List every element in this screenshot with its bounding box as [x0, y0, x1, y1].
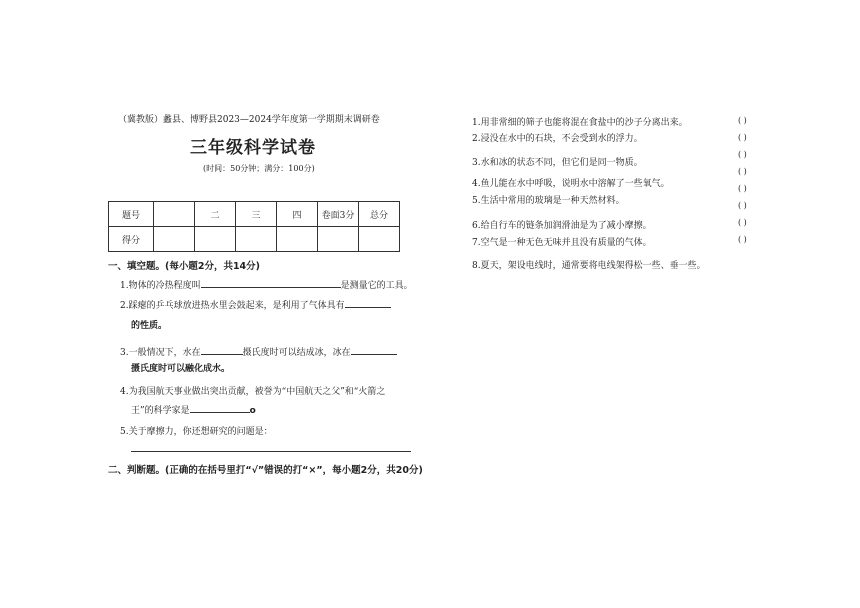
exam-meta: (时间：50分钟；满分：100分) [203, 164, 315, 173]
score-input-cell[interactable] [154, 227, 195, 252]
answer-blank[interactable] [201, 279, 341, 288]
score-input-cell[interactable] [277, 227, 318, 252]
score-input-cell[interactable] [195, 227, 236, 252]
answer-blank[interactable] [201, 346, 243, 355]
answer-blank[interactable] [351, 346, 397, 355]
answer-line[interactable] [131, 451, 411, 452]
score-cell: 题号 [109, 202, 154, 227]
section1-heading: 一、填空题。(每小题2分，共14分) [108, 261, 261, 272]
score-input-cell[interactable] [236, 227, 277, 252]
answer-paren[interactable]: ( ) [738, 201, 747, 210]
judge-item-3: 3.水和冰的状态不同，但它们是同一物质。 [472, 158, 643, 168]
score-cell: 三 [236, 202, 277, 227]
fill-question-4: 4.为我国航天事业做出突出贡献，被誉为“中国航天之父”和“火箭之 [120, 387, 386, 397]
score-table [108, 201, 400, 252]
fill-question-2 [120, 298, 391, 311]
fill-question-1 [120, 278, 413, 291]
fill-question-3 [120, 345, 397, 358]
score-input-cell[interactable] [359, 227, 400, 252]
score-cell: 四 [277, 202, 318, 227]
fill-question-2-tail: 的性质。 [131, 321, 168, 331]
section2-heading: 二、判断题。(正确的在括号里打“√”错误的打“×”，每小题2分，共20分) [108, 465, 423, 476]
fill-question-4-line2 [131, 403, 256, 416]
question-text: 3.一般情况下，水在 [120, 348, 201, 358]
question-text: 2.踩瘪的乒乓球放进热水里会鼓起来，是利用了气体具有 [120, 301, 345, 311]
score-input-cell[interactable] [318, 227, 359, 252]
answer-paren[interactable]: ( ) [738, 184, 747, 193]
answer-paren[interactable]: ( ) [738, 133, 747, 142]
question-text: 摄氏度时可以结成冰，冰在 [242, 348, 351, 358]
judge-item-7: 7.空气是一种无色无味并且没有质量的气体。 [472, 238, 652, 248]
score-cell [154, 202, 195, 227]
judge-item-8: 8.夏天，架设电线时，通常要将电线架得松一些、垂一些。 [472, 261, 706, 271]
answer-paren[interactable]: ( ) [738, 116, 747, 125]
exam-subtitle: （冀教版）蠡县、博野县2023—2024学年度第一学期期末调研卷 [118, 115, 380, 125]
answer-blank[interactable] [345, 299, 391, 308]
answer-paren[interactable]: ( ) [738, 150, 747, 159]
page-title: 三年级科学试卷 [190, 138, 316, 158]
score-cell: 二 [195, 202, 236, 227]
score-cell: 总分 [359, 202, 400, 227]
question-text: 是测量它的工具。 [340, 281, 413, 291]
answer-blank[interactable] [190, 404, 250, 413]
question-text: 王”的科学家是 [131, 406, 190, 416]
score-table-row-score [109, 227, 400, 252]
fill-question-5: 5.关于摩擦力，你还想研究的问题是： [120, 427, 273, 437]
judge-item-5: 5.生活中常用的玻璃是一种天然材料。 [472, 196, 625, 206]
question-text: o [249, 406, 256, 416]
question-text: 1.物体的冷热程度叫 [120, 281, 201, 291]
score-table-row-header [109, 202, 400, 227]
answer-paren[interactable]: ( ) [738, 218, 747, 227]
answer-paren[interactable]: ( ) [738, 167, 747, 176]
score-cell: 卷面3分 [318, 202, 359, 227]
judge-item-6: 6.给自行车的链条加润滑油是为了减小摩擦。 [472, 221, 652, 231]
fill-question-3-tail: 摄氏度时可以融化成水。 [131, 364, 231, 374]
score-cell: 得分 [109, 227, 154, 252]
judge-item-2: 2.浸没在水中的石块，不会受到水的浮力。 [472, 134, 643, 144]
judge-item-1: 1.用非常细的筛子也能将混在食盐中的沙子分离出来。 [472, 118, 688, 128]
judge-item-4: 4.鱼儿能在水中呼吸，说明水中溶解了一些氧气。 [472, 179, 670, 189]
answer-paren[interactable]: ( ) [738, 235, 747, 244]
